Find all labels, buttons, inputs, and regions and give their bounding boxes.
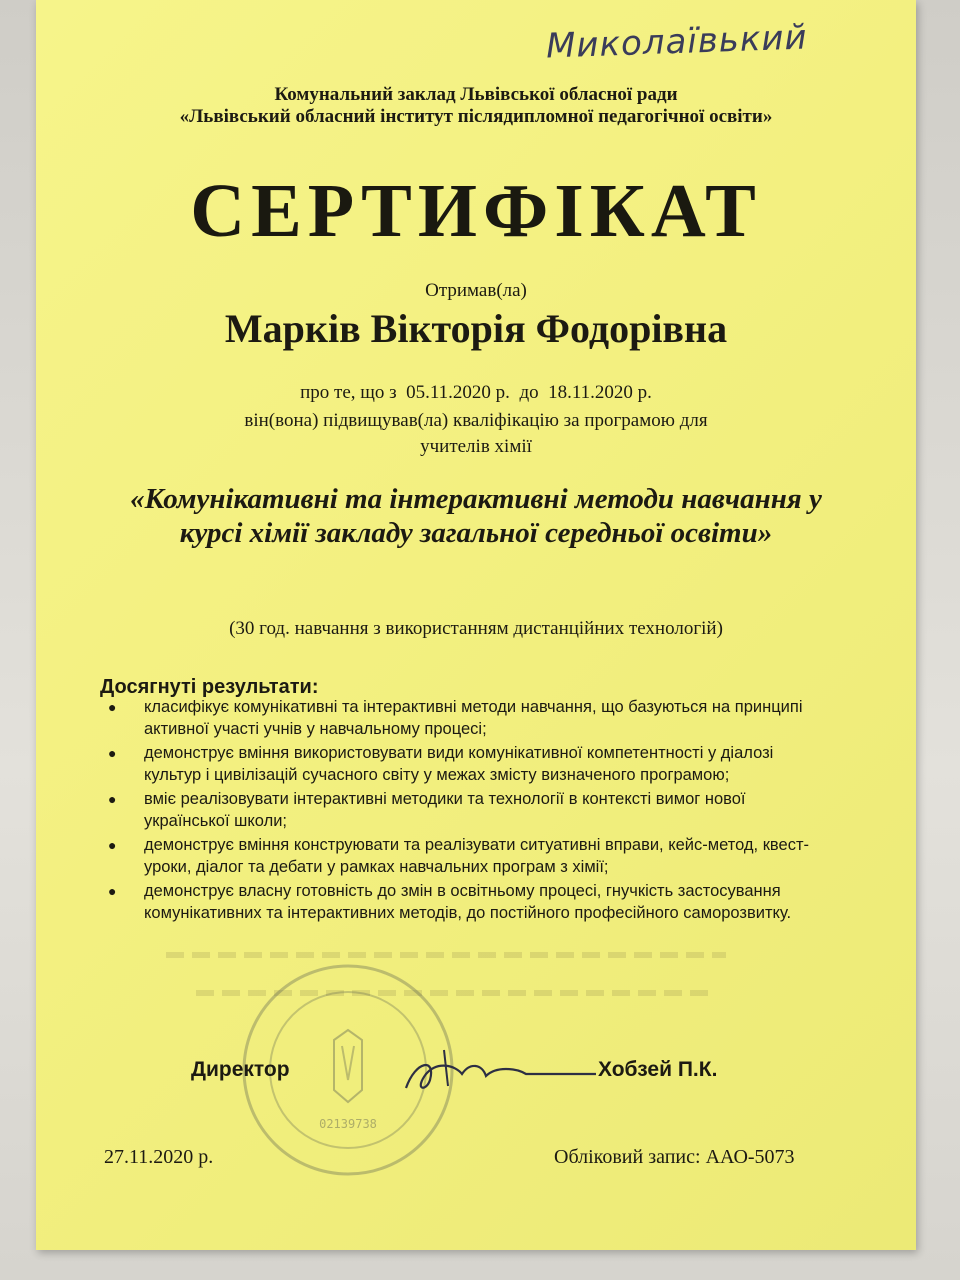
faint-print-line xyxy=(166,952,726,958)
period-end: 18.11.2020 р. xyxy=(548,382,652,403)
recipient-name: Марків Вікторія Фодорівна xyxy=(224,306,728,351)
audience: учителів хімії xyxy=(420,436,532,457)
institution-line-1: Комунальний заклад Львівської обласної ради xyxy=(274,84,678,105)
result-text: класифікує комунікативні та інтерактивні методи навчання, що базуються на принципі активної участі учнів у навчальному процесі; xyxy=(144,698,803,738)
qualification-text: він(вона) підвищував(ла) кваліфікацію за програмою для xyxy=(244,410,708,431)
record-id: Обліковий запис: ААО-5073 xyxy=(554,1146,795,1168)
bullet-icon: ● xyxy=(108,883,117,899)
received-label: Отримав(ла) xyxy=(425,280,527,301)
certificate-title: СЕРТИФІКАТ xyxy=(190,169,762,253)
director-label: Директор xyxy=(191,1058,290,1081)
director-name: Хобзей П.К. xyxy=(598,1058,718,1081)
program-title: «Комунікативні та інтерактивні методи навчання у курсі хімії закладу загальної середньої освіти» xyxy=(130,483,822,549)
stamp-code: 02139738 xyxy=(319,1117,377,1131)
period-prefix: про те, що з xyxy=(300,382,397,403)
hours-note: (30 год. навчання з використанням дистанційних технологій) xyxy=(229,618,723,639)
result-text: демонструє власну готовність до змін в освітньому процесі, гнучкість застосування комунікативних та інтерактивних методів, до постійного професійного саморозвитку. xyxy=(144,882,792,922)
bullet-icon: ● xyxy=(108,699,117,715)
result-item xyxy=(100,742,820,786)
bullet-icon: ● xyxy=(108,837,117,853)
result-item xyxy=(100,880,820,924)
result-text: демонструє вміння конструювати та реалізувати ситуативні вправи, кейс-метод, квест-уроки, діалог та дебати у рамках навчальних програм з хімії; xyxy=(144,836,809,876)
results-heading: Досягнуті результати: xyxy=(100,676,319,698)
results-list xyxy=(100,696,820,926)
result-item xyxy=(100,696,820,740)
bullet-icon: ● xyxy=(108,791,117,807)
period-start: 05.11.2020 р. xyxy=(406,382,510,403)
handwritten-note: Миколаївький xyxy=(545,17,809,67)
issue-date: 27.11.2020 р. xyxy=(104,1146,214,1168)
result-item xyxy=(100,788,820,832)
certificate-sheet xyxy=(36,0,916,1250)
institution-line-2: «Львівський обласний інститут післядипломної педагогічної освіти» xyxy=(179,106,773,127)
result-text: вміє реалізовувати інтерактивні методики та технології в контексті вимог нової української школи; xyxy=(144,790,746,830)
training-period xyxy=(36,382,916,404)
director-signature xyxy=(386,1040,596,1100)
result-text: демонструє вміння використовувати види комунікативної компетентності у діалозі культур і цивілізацій сучасного світу у межах змісту визначеного програмою; xyxy=(144,744,774,784)
period-to: до xyxy=(519,382,539,403)
bullet-icon: ● xyxy=(108,745,117,761)
result-item xyxy=(100,834,820,878)
